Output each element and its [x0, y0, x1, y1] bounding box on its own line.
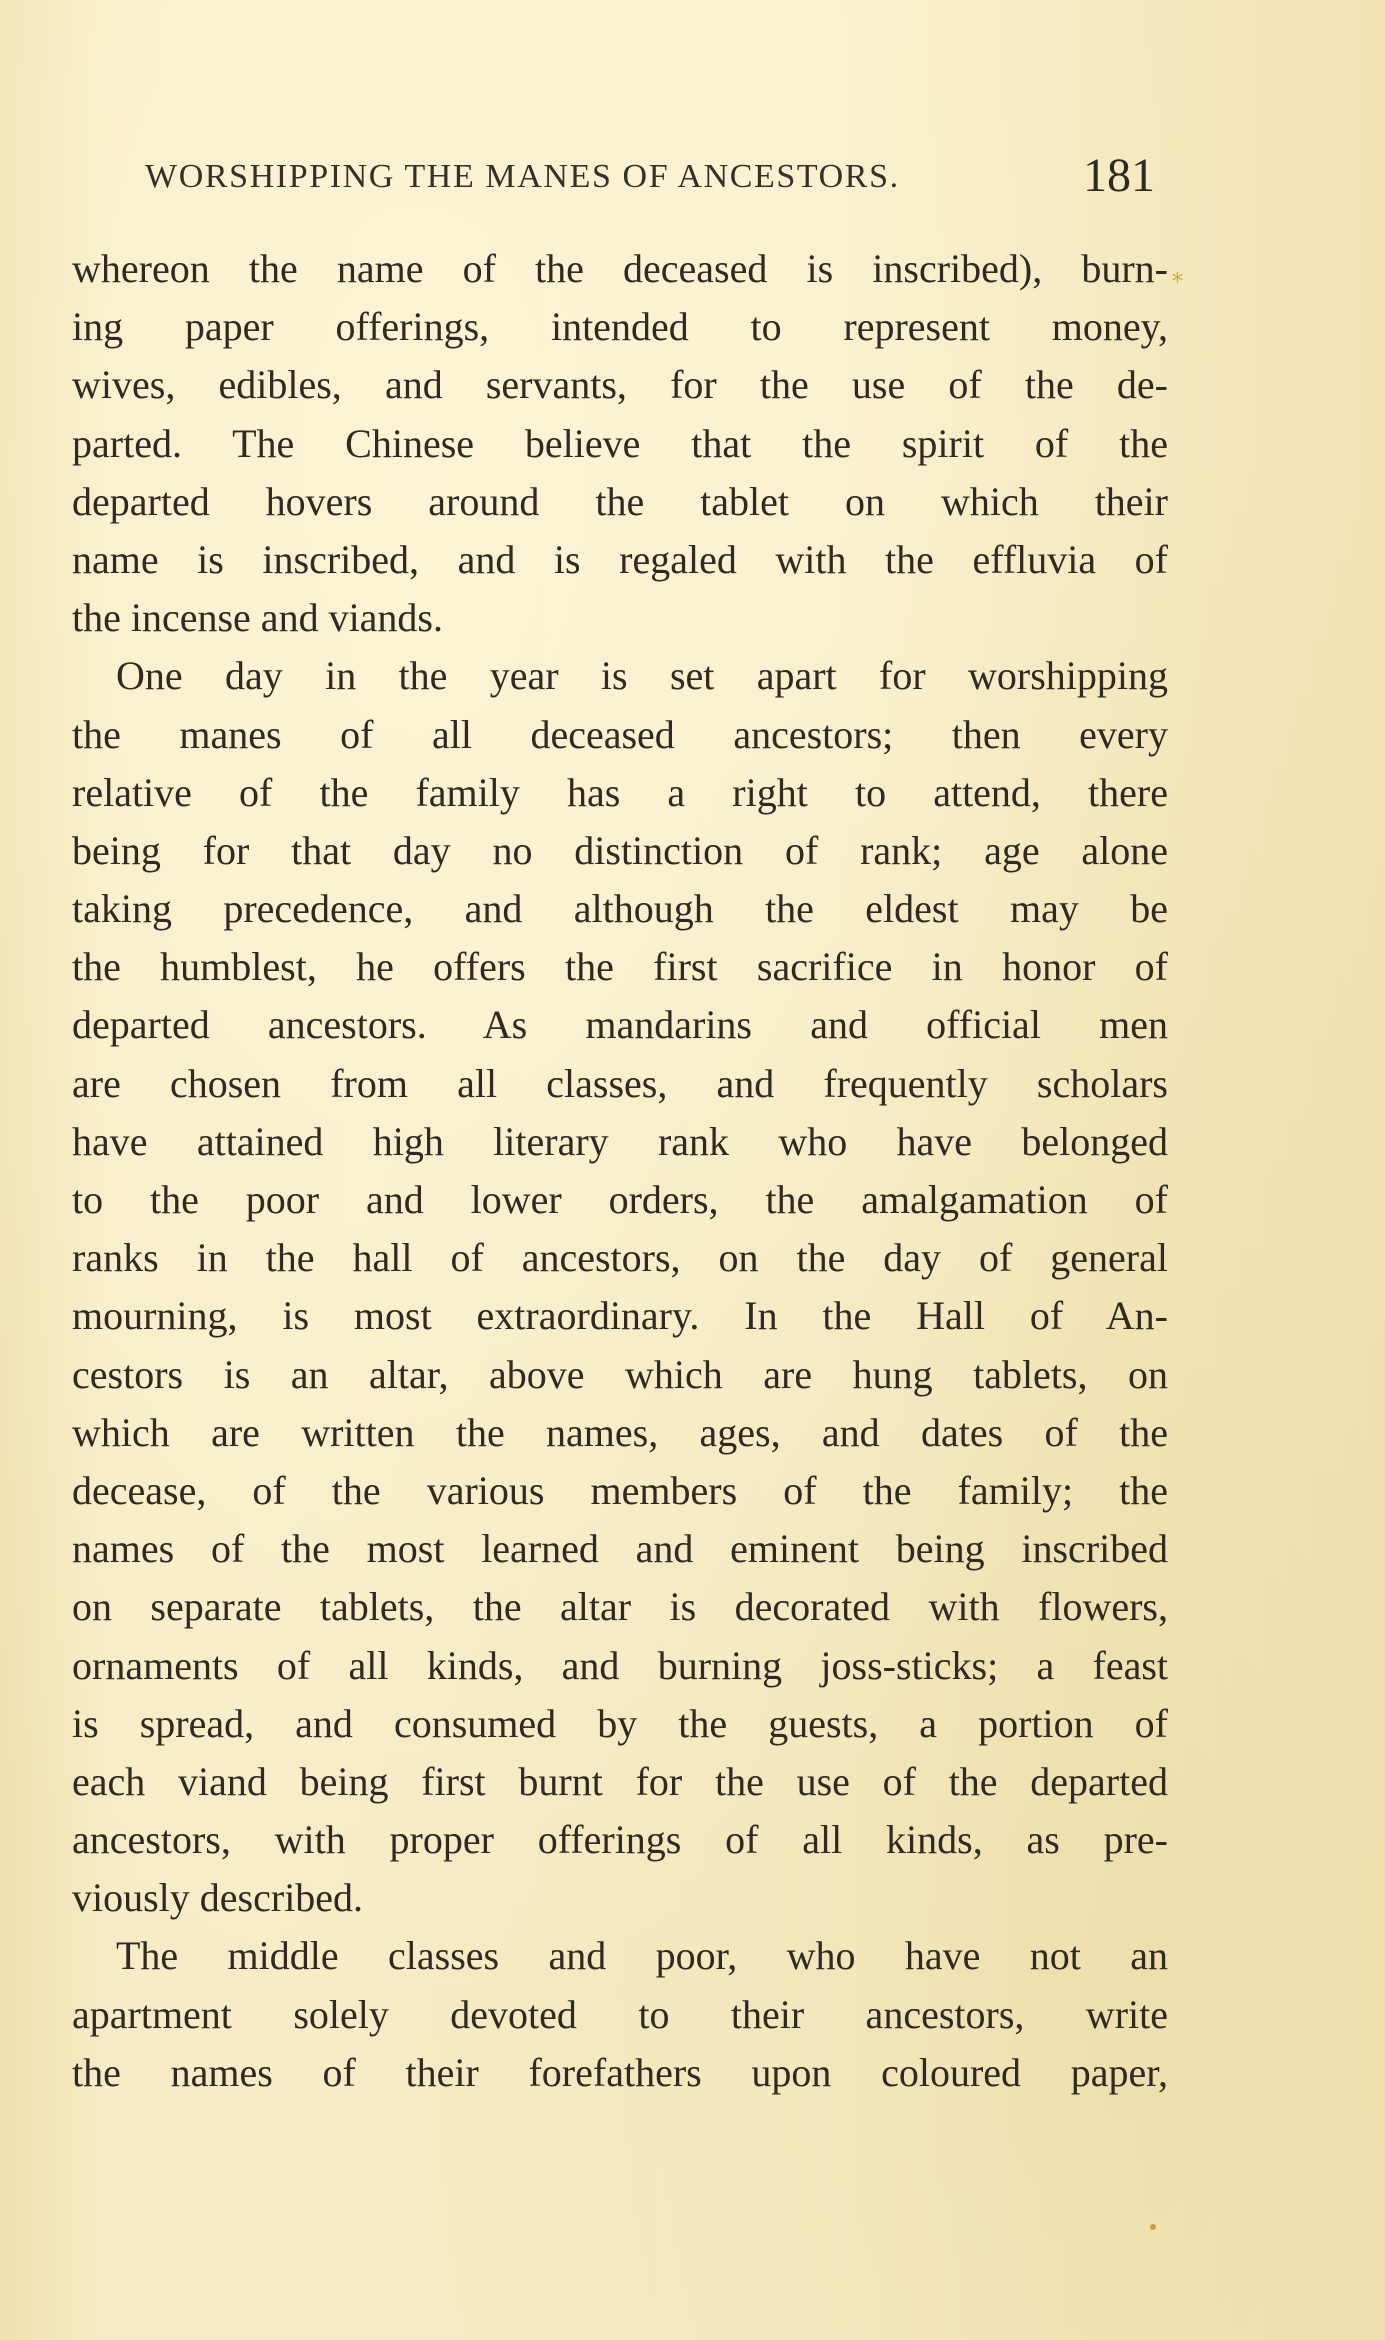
text-line: ornaments of all kinds, and burning joss-sticks; a feast	[72, 1642, 1168, 1688]
text-line: name is inscribed, and is regaled with the effluvia of	[72, 536, 1168, 582]
text-line: The middle classes and poor, who have not an	[116, 1933, 1168, 1979]
paper-speck	[1150, 2224, 1156, 2230]
text-line: whereon the name of the deceased is inscribed), burn-	[72, 246, 1168, 291]
text-line: the incense and viands.	[72, 595, 443, 641]
page-header	[145, 148, 1155, 208]
text-line: have attained high literary rank who have belonged	[72, 1118, 1168, 1164]
text-line: wives, edibles, and servants, for the use of the de-	[72, 362, 1168, 408]
text-line: ancestors, with proper offerings of all kinds, as pre-	[72, 1817, 1168, 1863]
text-line: which are written the names, ages, and dates of the	[72, 1409, 1168, 1455]
text-line: relative of the family has a right to attend, there	[72, 769, 1168, 815]
text-line: One day in the year is set apart for worshipping	[116, 653, 1168, 699]
text-line: on separate tablets, the altar is decorated with flowers,	[72, 1584, 1168, 1630]
running-head: WORSHIPPING THE MANES OF ANCESTORS.	[145, 158, 900, 195]
text-line: taking precedence, and although the eldest may be	[72, 886, 1168, 932]
text-line: the manes of all deceased ancestors; then every	[72, 711, 1168, 757]
text-line: apartment solely devoted to their ancestors, write	[72, 1991, 1168, 2037]
margin-mark: *	[1172, 270, 1183, 295]
text-line: viously described.	[72, 1875, 364, 1921]
text-line: each viand being first burnt for the use of the departed	[72, 1758, 1168, 1804]
text-line: mourning, is most extraordinary. In the Hall of An-	[72, 1293, 1168, 1339]
text-line: decease, of the various members of the family; the	[72, 1467, 1168, 1513]
page-number: 181	[1083, 149, 1155, 202]
text-line: the humblest, he offers the first sacrifice in honor of	[72, 944, 1168, 990]
text-line: is spread, and consumed by the guests, a portion of	[72, 1700, 1168, 1746]
text-line: ing paper offerings, intended to represent money,	[72, 304, 1168, 350]
text-line: are chosen from all classes, and frequently scholars	[72, 1060, 1168, 1106]
text-line: names of the most learned and eminent being inscribed	[72, 1526, 1168, 1572]
text-line: to the poor and lower orders, the amalgamation of	[72, 1177, 1168, 1222]
body-text	[72, 240, 1168, 2102]
text-line: being for that day no distinction of rank; age alone	[72, 827, 1168, 873]
text-line: parted. The Chinese believe that the spirit of the	[72, 420, 1168, 466]
text-line: departed ancestors. As mandarins and official men	[72, 1002, 1168, 1048]
text-line: the names of their forefathers upon coloured paper,	[72, 2049, 1168, 2095]
text-line: cestors is an altar, above which are hung tablets, on	[72, 1351, 1168, 1397]
text-line: departed hovers around the tablet on which their	[72, 478, 1168, 524]
text-line: ranks in the hall of ancestors, on the day of general	[72, 1235, 1168, 1281]
